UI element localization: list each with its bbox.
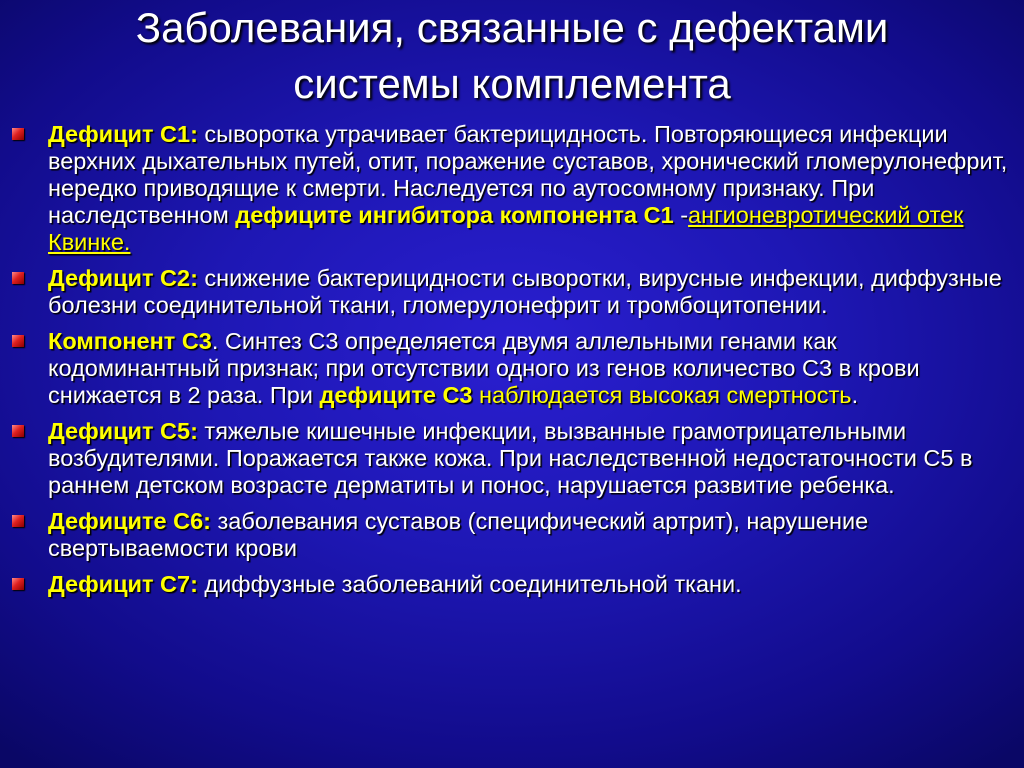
- square-bullet-icon: [12, 335, 24, 347]
- item-text-tail: -: [673, 202, 689, 228]
- list-item-c2: [0, 265, 1024, 319]
- square-bullet-icon: [12, 578, 24, 590]
- item-text: сыворотка утрачивает бактерицидность. Повторяющиеся инфекции верхних дыхательных путей, отит, поражение суставов, хронический гломерулонефрит, нередко приводящие к смерти. Наследуется по аутосомному признаку. При наследственном: [48, 121, 1008, 228]
- deficiency-list: [0, 121, 1024, 607]
- item-text: . Синтез С3 определяется двумя аллельными генами как кодоминантный признак; при отсутствии одного из генов количество С3 в крови снижается в 2 раза. При: [48, 328, 920, 408]
- item-label: Дефицит С1:: [48, 121, 198, 147]
- item-text: снижение бактерицидности сыворотки, вирусные инфекции, диффузные болезни соединительной ткани, гломерулонефрит и тромбоцитопении.: [48, 265, 1002, 318]
- item-label: Дефицит С7:: [48, 571, 198, 597]
- square-bullet-icon: [12, 272, 24, 284]
- item-label: Дефиците С6:: [48, 508, 211, 534]
- list-item-c6: [0, 508, 1024, 562]
- item-text: тяжелые кишечные инфекции, вызванные грамотрицательными возбудителями. Поражается также кожа. При наследственной недостаточности С5 в раннем детском возрасте дерматиты и понос, нарушается развитие ребенка.: [48, 418, 973, 498]
- item-emphasis: дефиците С3: [319, 382, 473, 408]
- item-label: Компонент С3: [48, 328, 212, 354]
- item-label: Дефицит С5:: [48, 418, 198, 444]
- slide-title-line-2: системы комплемента: [293, 60, 731, 107]
- list-item-c3: [0, 328, 1024, 409]
- item-label: Дефицит С2:: [48, 265, 198, 291]
- item-text: заболевания суставов (специфический артрит), нарушение свертываемости крови: [48, 508, 869, 561]
- item-highlight: наблюдается высокая смертность: [472, 382, 852, 408]
- slide-title-line-1: Заболевания, связанные с дефектами: [135, 4, 889, 51]
- item-emphasis: дефиците ингибитора компонента С1: [235, 202, 674, 228]
- quincke-edema-link[interactable]: ангионевротический отек Квинке.: [48, 202, 964, 255]
- list-item-c5: [0, 418, 1024, 499]
- square-bullet-icon: [12, 425, 24, 437]
- item-text: диффузные заболеваний соединительной ткани.: [197, 571, 742, 597]
- square-bullet-icon: [12, 128, 24, 140]
- item-text-tail: .: [851, 382, 859, 408]
- square-bullet-icon: [12, 515, 24, 527]
- slide-title: [0, 0, 1024, 112]
- list-item-c1: [0, 121, 1024, 256]
- list-item-c7: [0, 571, 1024, 598]
